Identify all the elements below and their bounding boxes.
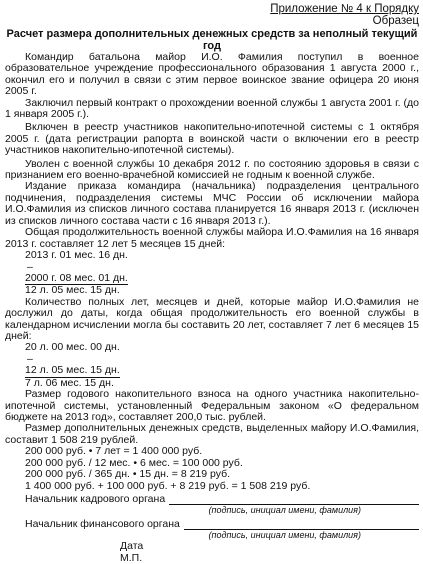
calc-line: 2013 г. 01 мес. 16 дн. <box>25 248 128 261</box>
signature-line <box>184 518 419 530</box>
document-title: Расчет размера дополнительных денежных средств за неполный текущий год <box>6 28 418 52</box>
document-header <box>5 3 419 27</box>
paragraph-admission: Командир батальона майор И.О. Фамилия поступил в военное образовательное учреждение профессионального образования 1 августа 2000 г., окончил его и получил в связи с этим первое воинское звание офицера 20 июня 2005 г. <box>5 51 419 98</box>
paragraph-first-contract: Заключил первый контракт о прохождении военной службы 1 августа 2001 г. (до 1 января 2005 г.). <box>5 96 419 121</box>
calc-result: 7 л. 06 мес. 15 дн. <box>25 376 114 389</box>
calculation-remaining <box>5 342 419 389</box>
calc-line: 2000 г. 08 мес. 01 дн. <box>25 271 128 284</box>
signature-block <box>5 493 419 540</box>
minus-sign: – <box>27 260 33 273</box>
formula-line: 200 000 руб. / 365 дн. • 15 дн. = 8 219 руб. <box>25 468 231 481</box>
paragraph-discharge: Уволен с военной службы 10 декабря 2012 г. по состоянию здоровья в связи с признанием его военно-врачебной комиссией не годным к военной службе. <box>5 157 419 182</box>
paragraph-remaining-service: Количество полных лет, месяцев и дней, которые майор И.О.Фамилия не дослужил до даты, когда общая продолжительность его военной службы в календарном исчислении могла бы составить 20 лет, составляет 7 лет 6 месяцев 15 дней: <box>5 295 419 342</box>
minus-sign: – <box>27 352 33 365</box>
formula-line: 200 000 руб. • 7 лет = 1 400 000 руб. <box>25 445 203 458</box>
formula-line: 1 400 000 руб. + 100 000 руб. + 8 219 руб. = 1 508 219 руб. <box>25 479 311 492</box>
calculation-service-length <box>5 250 419 297</box>
date-label: Дата <box>120 539 144 552</box>
paragraph-order: Издание приказа командира (начальника) подразделения центрального подчинения, подразделения системы МЧС России об исключении майора И.О.Фамилия из списков личного состава планируется 16 января 2013 г. (исключен из списков личного состава части с 16 января 2013 г.). <box>5 180 419 227</box>
appendix-label: Приложение № 4 к Порядку <box>270 3 419 15</box>
finance-head-label: Начальник финансового органа <box>25 517 180 530</box>
paragraph-registry: Включен в реестр участников накопительно-ипотечной системы с 1 октября 2005 г. (дата регистрации рапорта в воинской части о включении его в реестр участников накопительно-ипотечной системы). <box>5 121 419 157</box>
sample-label: Образец <box>372 15 419 27</box>
calc-line: 20 л. 00 мес. 00 дн. <box>25 341 120 354</box>
signature-caption: (подпись, инициал имени, фамилия) <box>208 529 361 540</box>
signature-line <box>169 493 419 505</box>
calc-result: 12 л. 05 мес. 15 дн. <box>25 284 120 297</box>
paragraph-service-length: Общая продолжительность военной службы майора И.О.Фамилия на 16 января 2013 г. составляет 12 лет 5 месяцев 15 дней: <box>5 226 419 250</box>
signature-caption: (подпись, инициал имени, фамилия) <box>208 504 361 515</box>
personnel-head-label: Начальник кадрового органа <box>25 492 166 505</box>
paragraph-annual-contribution: Размер годового накопительного взноса на одного участника накопительно-ипотечной системы, установленный Федеральным законом «О федеральном бюджете на 2013 год», составляет 200,0 тыс. рублей. <box>5 388 419 423</box>
formula-line: 200 000 руб. / 12 мес. • 6 мес. = 100 000 руб. <box>25 456 243 469</box>
calc-line: 12 л. 05 мес. 15 дн. <box>25 363 120 376</box>
seal-label: М.П. <box>120 551 143 564</box>
paragraph-total-amount: Размер дополнительных денежных средств, выделенных майору И.О.Фамилия, составит 1 508 219 рублей. <box>5 422 419 446</box>
formulas <box>5 446 419 492</box>
